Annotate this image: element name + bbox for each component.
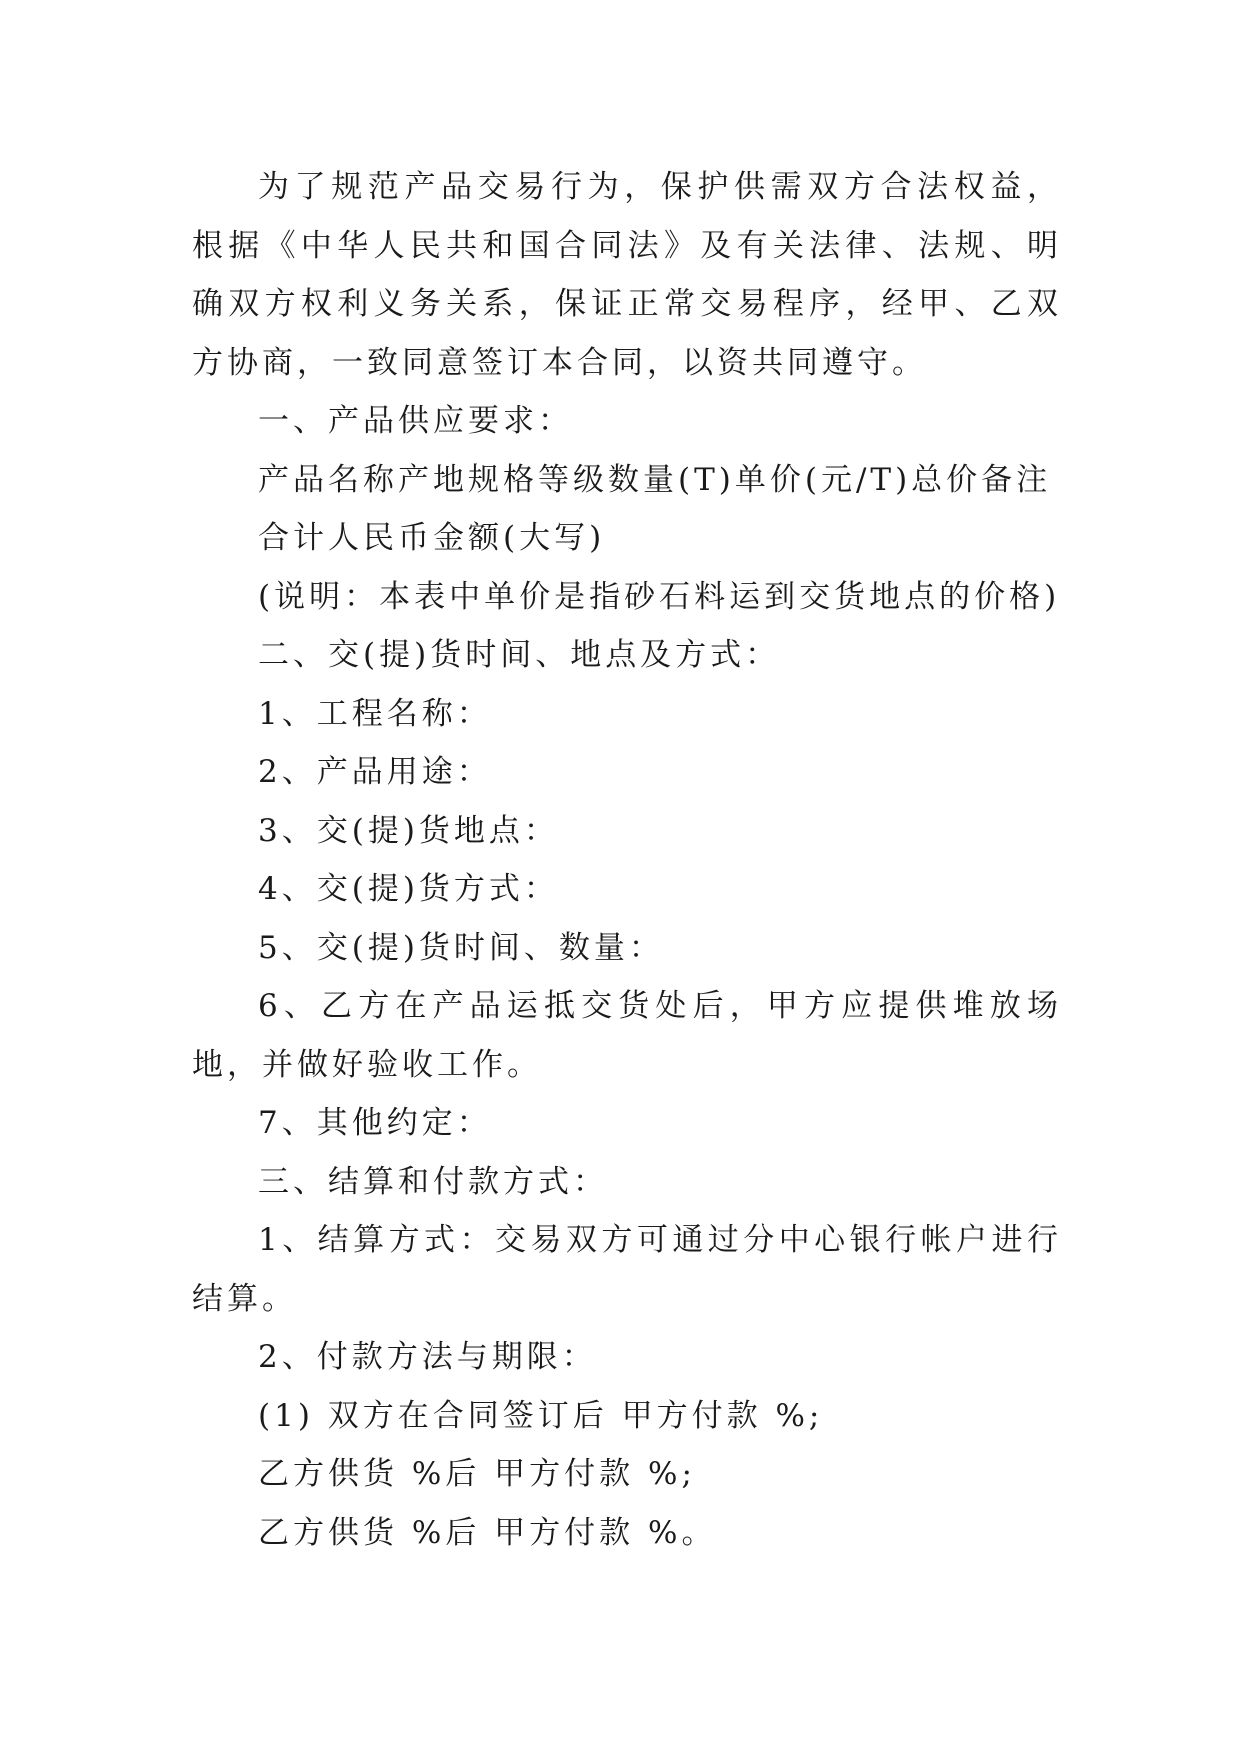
clause-acceptance: 6、乙方在产品运抵交货处后，甲方应提供堆放场地，并做好验收工作。 <box>192 988 1062 1083</box>
payment-line-2: 乙方供货 %后 甲方付款 %; <box>258 1456 696 1492</box>
clause-product-usage: 2、产品用途： <box>258 754 492 790</box>
clause-delivery-location: 3、交(提)货地点： <box>258 812 559 849</box>
clause-settlement-method: 1、结算方式：交易双方可通过分中心银行帐户进行结算。 <box>192 1222 1062 1317</box>
clause-delivery-method: 4、交(提)货方式： <box>258 871 559 907</box>
document-body <box>192 158 1062 1562</box>
product-table-total: 合计人民币金额(大写) <box>258 520 606 556</box>
clause-other-agreements: 7、其他约定： <box>258 1105 492 1141</box>
clause-delivery-time: 5、交(提)货时间、数量： <box>258 929 664 966</box>
paragraph-intro: 为了规范产品交易行为，保护供需双方合法权益，根据《中华人民共和国合同法》及有关法律、法规、明确双方权利义务关系，保证正常交易程序，经甲、乙双方协商，一致同意签订本合同，以资共同遵守。 <box>192 169 1062 381</box>
section-heading-3: 三、结算和付款方式： <box>258 1163 608 1200</box>
section-heading-1: 一、产品供应要求： <box>258 403 573 439</box>
product-table-note: (说明：本表中单价是指砂石料运到交货地点的价格) <box>258 578 1061 615</box>
section-heading-2: 二、交(提)货时间、地点及方式： <box>258 637 781 673</box>
clause-project-name: 1、工程名称： <box>258 695 492 732</box>
payment-line-3: 乙方供货 %后 甲方付款 %。 <box>258 1514 717 1551</box>
product-table-header: 产品名称产地规格等级数量(T)单价(元/T)总价备注 <box>258 461 1052 498</box>
payment-line-1: (1) 双方在合同签订后 甲方付款 %; <box>258 1397 824 1434</box>
clause-payment-terms: 2、付款方法与期限： <box>258 1339 597 1375</box>
